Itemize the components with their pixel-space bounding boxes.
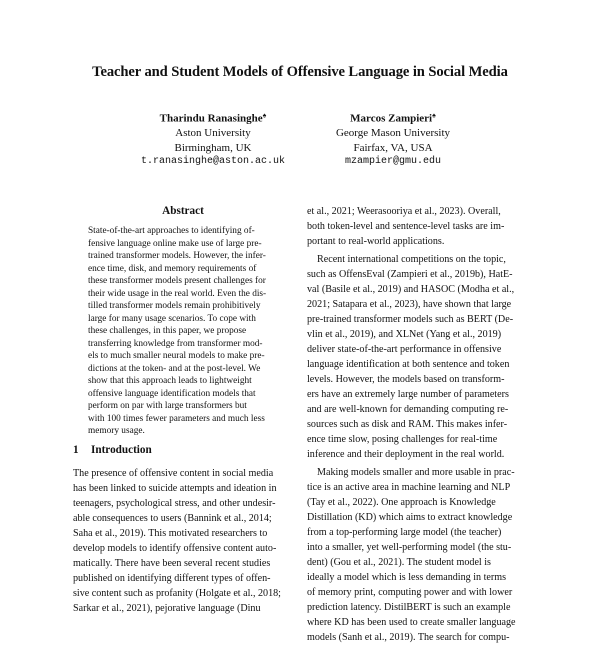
text-line: their wide usage in the real world. Even the dis-	[88, 288, 267, 299]
author-email: t.ranasinghe@aston.ac.uk	[140, 156, 286, 168]
author-block-1	[118, 108, 308, 170]
text-line: ers have an extremely large number of parameters	[307, 389, 509, 400]
text-line: with 100 times fewer parameters and much less	[88, 413, 265, 424]
text-line: inference and their deployment in the real world.	[307, 449, 505, 460]
text-line: (Tay et al., 2022). One approach is Knowledge	[307, 497, 496, 508]
text-line: able consequences to users (Bannink et al., 2014;	[73, 513, 272, 524]
text-line: these transformer models present challenges for	[88, 276, 266, 286]
text-line: Distillation (KD) which aims to extract knowledge	[307, 512, 513, 523]
text-line: deliver state-of-the-art performance in offensive	[307, 344, 502, 355]
author-location: Fairfax, VA, USA	[353, 141, 433, 154]
section-title: Introduction	[91, 444, 152, 456]
text-line: into a smaller, yet well-performing model (the stu-	[307, 542, 512, 553]
section-number: 1	[73, 444, 79, 456]
text-line: large for many usage scenarios. To cope with	[88, 313, 256, 324]
author-email: mzampier@gmu.edu	[344, 156, 441, 168]
author-block-2	[298, 108, 488, 170]
text-line: teenagers, psychological stress, and other undesir-	[73, 498, 276, 509]
author-affiliation: George Mason University	[335, 127, 451, 140]
text-line: pre-trained transformer models such as BERT (De-	[307, 314, 514, 325]
text-line: Making models smaller and more usable in prac-	[317, 467, 515, 478]
introduction-text	[73, 466, 295, 616]
paragraph	[307, 204, 529, 249]
abstract-text	[88, 225, 284, 438]
text-line: models (Sanh et al., 2019). The search for compu-	[307, 632, 510, 643]
text-line: fensive language online make use of large pre-	[88, 238, 262, 249]
text-line: trained transformer models. However, the infer-	[88, 251, 266, 261]
text-line: Sarkar et al., 2021), pejorative language (Dinu	[73, 603, 261, 614]
text-line: and are well-known for demanding computing re-	[307, 404, 509, 415]
text-line: language identification at both sentence and token	[307, 359, 510, 370]
text-line: Recent international competitions on the topic,	[317, 254, 506, 265]
text-line: Saha et al., 2019). This motivated researchers to	[73, 528, 268, 539]
text-line: sive content such as profanity (Holgate et al., 2018;	[73, 588, 281, 599]
author-mark: ♠	[432, 111, 436, 119]
author-name	[118, 108, 308, 126]
text-line: val (Basile et al., 2019) and HASOC (Modha et al.,	[307, 284, 515, 295]
text-line: els to much smaller neural models to make pre-	[88, 351, 265, 361]
text-line: develop models to identify offensive content auto-	[73, 543, 277, 554]
text-line: tilled transformer models remain prohibitively	[88, 301, 261, 311]
author-affiliation: Aston University	[175, 127, 251, 140]
right-column-text	[307, 204, 529, 645]
section-heading	[73, 444, 152, 456]
author-name-text: Tharindu Ranasinghe	[159, 112, 263, 125]
author-location: Birmingham, UK	[174, 141, 252, 154]
text-line: these challenges, in this paper, we propose	[88, 326, 247, 336]
author-name-text: Marcos Zampieri	[350, 112, 433, 125]
text-line: matically. There have been several recent studies	[73, 558, 271, 569]
text-line: from a top-performing large model (the teacher)	[307, 527, 502, 538]
text-line: offensive language identification models that	[88, 388, 256, 399]
text-line: dictions at the token- and at the post-level. We	[88, 363, 261, 374]
text-line: levels. However, the models based on transform-	[307, 374, 505, 385]
text-line: such as OffensEval (Zampieri et al., 2019b), HatE-	[307, 269, 513, 280]
paper-title: Teacher and Student Models of Offensive Language in Social Media	[92, 64, 508, 80]
text-line: dent) (Gou et al., 2021). The student model is	[307, 557, 491, 568]
text-line: et al., 2021; Weerasooriya et al., 2023). Overall,	[307, 206, 501, 217]
text-line: memory usage.	[88, 426, 145, 436]
text-line: show that this approach leads to lightweight	[88, 376, 252, 386]
text-line: perform on par with large transformers but	[88, 401, 247, 411]
text-line: ence time, disk, and memory requirements of	[88, 263, 257, 274]
text-line: has been linked to suicide attempts and ideation in	[73, 483, 277, 494]
text-line: published on identifying different types of offen-	[73, 573, 271, 584]
text-line: ence time slow, posing challenges for real-time	[307, 434, 498, 445]
text-line: of memory print, computing power and with lower	[307, 587, 513, 598]
text-line: The presence of offensive content in social media	[73, 468, 274, 479]
text-line: ideally a model which is less demanding in terms	[307, 572, 507, 583]
text-line: 2021; Satapara et al., 2023), have shown that large	[307, 299, 512, 310]
text-line: tice is an active area in machine learning and NLP	[307, 482, 511, 493]
abstract-heading: Abstract	[162, 205, 204, 217]
text-line: sources such as disk and RAM. This makes infer-	[307, 419, 508, 430]
text-line: both token-level and sentence-level tasks are im-	[307, 221, 505, 232]
paragraph	[307, 252, 529, 462]
paragraph	[307, 465, 529, 645]
text-line: transferring knowledge from transformer mod-	[88, 338, 263, 349]
author-mark: ♠	[262, 111, 267, 119]
author-name	[298, 108, 488, 126]
text-line: where KD has been used to create smaller language	[307, 617, 516, 628]
text-line: portant to real-world applications.	[307, 236, 445, 247]
text-line: State-of-the-art approaches to identifying of-	[88, 226, 255, 236]
text-line: prediction latency. DistilBERT is such an example	[307, 602, 511, 613]
text-line: vlin et al., 2019), and XLNet (Yang et al., 2019)	[307, 329, 502, 340]
